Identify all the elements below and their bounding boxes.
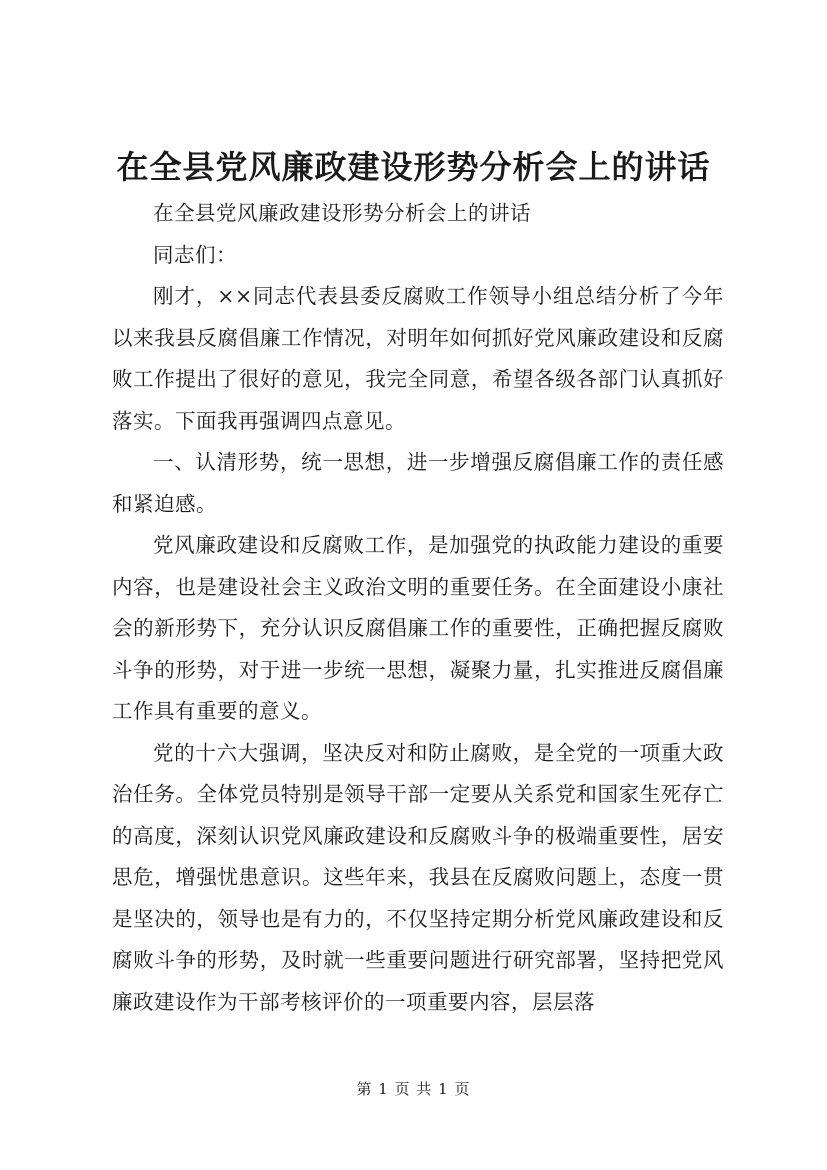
body-paragraph: 刚才，××同志代表县委反腐败工作领导小组总结分析了今年以来我县反腐倡廉工作情况，对明年如何抓好党风廉政建设和反腐败工作提出了很好的意见，我完全同意，希望各级各部门认真抓好落实。下面我再强调四点意见。 xyxy=(112,284,724,433)
section-heading-paragraph: 一、认清形势，统一思想，进一步增强反腐倡廉工作的责任感和紧迫感。 xyxy=(112,450,724,516)
subtitle-paragraph: 在全县党风廉政建设形势分析会上的讲话 xyxy=(153,201,531,225)
page-footer: 第 1 页 共 1 页 xyxy=(356,1080,471,1098)
document-body xyxy=(112,193,724,1023)
document-title: 在全县党风廉政建设形势分析会上的讲话 xyxy=(116,148,711,186)
salutation-paragraph: 同志们： xyxy=(153,242,237,267)
body-paragraph: 党的十六大强调，坚决反对和防止腐败，是全党的一项重大政治任务。全体党员特别是领导干部一定要从关系党和国家生死存亡的高度，深刻认识党风廉政建设和反腐败斗争的极端重要性，居安思危，增强忧患意识。这些年来，我县在反腐败问题上，态度一贯是坚决的，领导也是有力的，不仅坚持定期分析党风廉政建设和反腐败斗争的形势，及时就一些重要问题进行研究部署，坚持把党风廉政建设作为干部考核评价的一项重要内容，层层落 xyxy=(112,740,724,1014)
body-paragraph: 党风廉政建设和反腐败工作，是加强党的执政能力建设的重要内容，也是建设社会主义政治文明的重要任务。在全面建设小康社会的新形势下，充分认识反腐倡廉工作的重要性，正确把握反腐败斗争的形势，对于进一步统一思想，凝聚力量，扎实推进反腐倡廉工作具有重要的意义。 xyxy=(112,533,724,723)
